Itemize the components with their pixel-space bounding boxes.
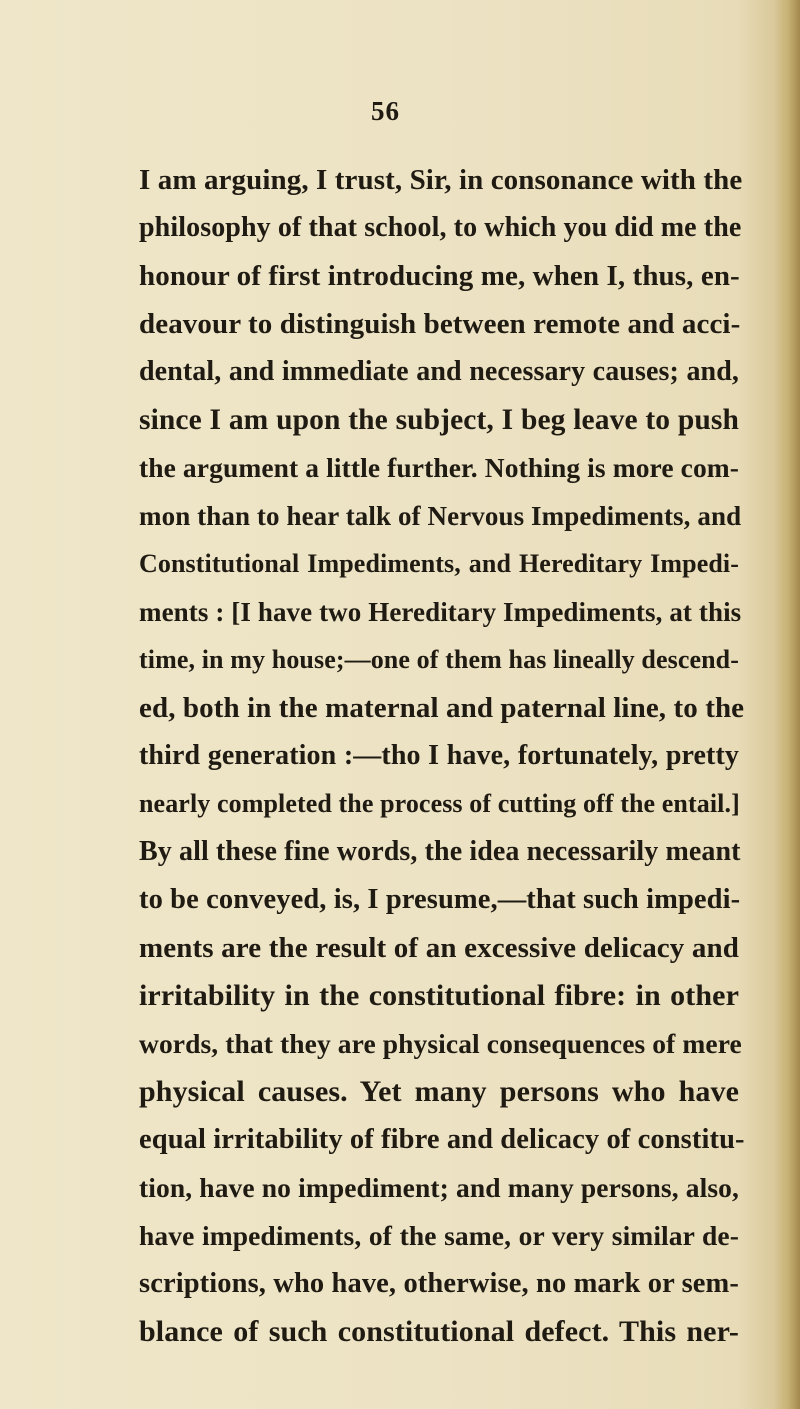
text-line: honour of first introducing me, when I, thus, en- — [139, 260, 740, 292]
text-line: time, in my house;—one of them has lineally descend- — [139, 645, 739, 674]
text-line: words, that they are physical consequences of mere — [139, 1028, 742, 1059]
text-line: since I am upon the subject, I beg leave to push — [139, 404, 739, 436]
text-line: the argument a little further. Nothing is more com- — [139, 452, 740, 483]
text-line: scriptions, who have, otherwise, no mark or sem- — [139, 1268, 739, 1299]
text-line: blance of such constitutional defect. This ner- — [139, 1315, 739, 1348]
text-line: to be conveyed, is, I presume,—that such impedi- — [139, 884, 741, 915]
text-line: tion, have no impediment; and many persons, also, — [139, 1172, 739, 1203]
text-line: third generation :—tho I have, fortunately, pretty — [139, 740, 739, 771]
text-line: dental, and immediate and necessary causes; and, — [139, 356, 739, 387]
text-line: Constitutional Impediments, and Hereditary Impedi- — [139, 549, 739, 578]
page-number: 56 — [371, 96, 400, 126]
text-line: irritability in the constitutional fibre: in other — [139, 979, 739, 1012]
text-line: have impediments, of the same, or very similar de- — [139, 1220, 739, 1251]
page-edge-shadow — [774, 0, 800, 1409]
text-line: By all these fine words, the idea necessarily meant — [139, 836, 741, 867]
text-line: I am arguing, I trust, Sir, in consonance with the — [139, 164, 743, 196]
text-line: mon than to hear talk of Nervous Impediments, and — [139, 501, 742, 531]
text-line: physical causes. Yet many persons who have — [139, 1075, 739, 1108]
text-line: deavour to distinguish between remote and acci- — [139, 308, 741, 340]
text-line: philosophy of that school, to which you did me the — [139, 212, 742, 243]
text-line: equal irritability of fibre and delicacy of constitu- — [139, 1124, 745, 1155]
text-line: ments are the result of an excessive delicacy and — [139, 932, 739, 964]
body-text — [139, 156, 745, 1356]
text-line: ments : [I have two Hereditary Impediments, at this — [139, 597, 742, 627]
text-line: ed, both in the maternal and paternal line, to the — [139, 692, 745, 724]
text-line: nearly completed the process of cutting off the entail.] — [139, 789, 740, 818]
